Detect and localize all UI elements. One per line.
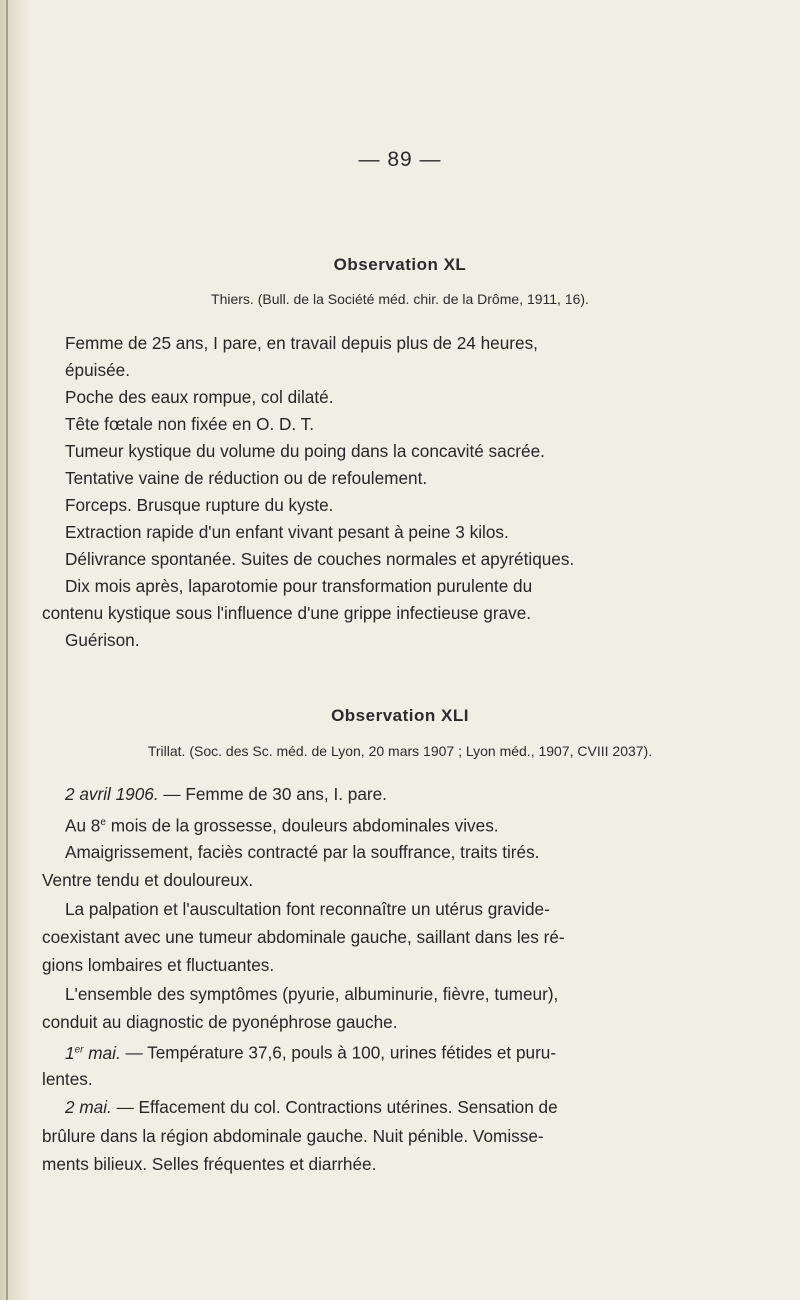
body-line: Au 8e mois de la grossesse, douleurs abdominales vives.: [65, 815, 499, 836]
body-line: coexistant avec une tumeur abdominale gauche, saillant dans les ré-: [42, 927, 565, 947]
body-line: L'ensemble des symptômes (pyurie, albuminurie, fièvre, tumeur),: [65, 984, 559, 1004]
observation-41-title: Observation XLI: [331, 706, 469, 725]
body-line: Ventre tendu et douloureux.: [42, 870, 254, 890]
body-line: gions lombaires et fluctuantes.: [42, 955, 275, 975]
body-line: Tête fœtale non fixée en O. D. T.: [65, 414, 315, 434]
body-line: 2 mai. — Effacement du col. Contractions utérines. Sensation de: [65, 1097, 558, 1117]
body-line: 1er mai. — Température 37,6, pouls à 100, urines fétides et puru-: [65, 1042, 557, 1063]
body-line: Forceps. Brusque rupture du kyste.: [65, 495, 334, 515]
body-line: Guérison.: [65, 630, 140, 650]
observation-40-title: Observation XL: [333, 255, 467, 274]
body-line: lentes.: [42, 1069, 93, 1089]
body-line: épuisée.: [65, 360, 130, 380]
body-line: ments bilieux. Selles fréquentes et diarrhée.: [42, 1154, 377, 1174]
date-label: 2 mai.: [65, 1097, 112, 1117]
body-line: Femme de 25 ans, I pare, en travail depuis plus de 24 heures,: [65, 333, 538, 353]
date-label: 2 avril 1906.: [65, 784, 159, 804]
body-line: Dix mois après, laparotomie pour transformation purulente du: [65, 576, 533, 596]
body-line: contenu kystique sous l'influence d'une grippe infectieuse grave.: [42, 603, 532, 623]
body-line: Extraction rapide d'un enfant vivant pesant à peine 3 kilos.: [65, 522, 509, 542]
body-line: Délivrance spontanée. Suites de couches normales et apyrétiques.: [65, 549, 575, 569]
date-label: 1er mai.: [65, 1042, 121, 1063]
body-line: Amaigrissement, faciès contracté par la souffrance, traits tirés.: [65, 842, 540, 862]
observation-41-source: Trillat. (Soc. des Sc. méd. de Lyon, 20 mars 1907 ; Lyon méd., 1907, CVIII 2037).: [147, 743, 653, 759]
body-line: La palpation et l'auscultation font reconnaître un utérus gravide-: [65, 899, 550, 919]
body-line: 2 avril 1906. — Femme de 30 ans, I. pare.: [65, 784, 387, 804]
body-line: brûlure dans la région abdominale gauche. Nuit pénible. Vomisse-: [42, 1126, 544, 1146]
body-line: Tumeur kystique du volume du poing dans la concavité sacrée.: [65, 441, 545, 461]
observation-40-source: Thiers. (Bull. de la Société méd. chir. de la Drôme, 1911, 16).: [211, 291, 589, 307]
page-number: — 89 —: [358, 148, 442, 171]
body-line: Tentative vaine de réduction ou de refoulement.: [65, 468, 428, 488]
body-line: Poche des eaux rompue, col dilaté.: [65, 387, 334, 407]
body-line: conduit au diagnostic de pyonéphrose gauche.: [42, 1012, 398, 1032]
